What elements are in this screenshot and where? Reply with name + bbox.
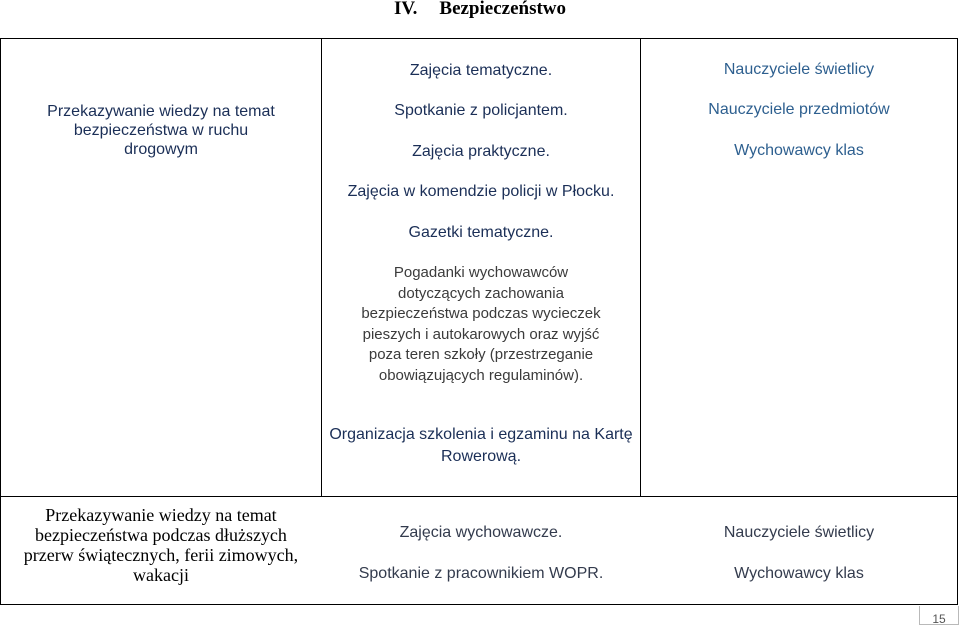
activity-item: Spotkanie z policjantem. (394, 102, 568, 119)
section-number: IV. (393, 0, 418, 19)
responsible-item: Nauczyciele świetlicy (723, 524, 875, 541)
activity-item: Pogadanki wychowawców dotyczących zachowania bezpieczeństwa podczas wycieczek pieszych i autokarowych oraz wyjść poza teren szkoły (przestrzeganie obowiązujących regulaminów). (361, 264, 601, 384)
responsible-item: Nauczyciele przedmiotów (708, 101, 890, 118)
activity-item: Zajęcia tematyczne. (409, 62, 553, 79)
row2-activities (322, 497, 640, 605)
activity-item: Spotkanie z pracownikiem WOPR. (358, 565, 604, 582)
responsible-item: Wychowawcy klas (734, 565, 864, 582)
row1-activities (322, 39, 640, 496)
responsible-item: Wychowawcy klas (734, 142, 864, 159)
safety-table (0, 38, 958, 605)
activity-item: Organizacja szkolenia i egzaminu na Kartę Rowerową. (329, 426, 633, 465)
activity-item: Zajęcia wychowawcze. (399, 524, 563, 541)
row1-responsible (641, 39, 957, 496)
activity-item: Zajęcia praktyczne. (412, 143, 550, 160)
section-heading (0, 0, 960, 20)
row2-responsible (641, 497, 957, 605)
activity-item: Zajęcia w komendzie policji w Płocku. (347, 183, 615, 200)
activity-item: Gazetki tematyczne. (408, 224, 554, 241)
row2-topic: Przekazywanie wiedzy na temat bezpieczeństwa podczas dłuższych przerw świątecznych, ferii zimowych, wakacji (23, 505, 299, 585)
responsible-item: Nauczyciele świetlicy (723, 61, 875, 78)
row1-topic: Przekazywanie wiedzy na temat bezpieczeństwa w ruchu drogowym (47, 103, 275, 158)
section-title: Bezpieczeństwo (439, 0, 567, 19)
page-number: 15 (919, 606, 959, 625)
